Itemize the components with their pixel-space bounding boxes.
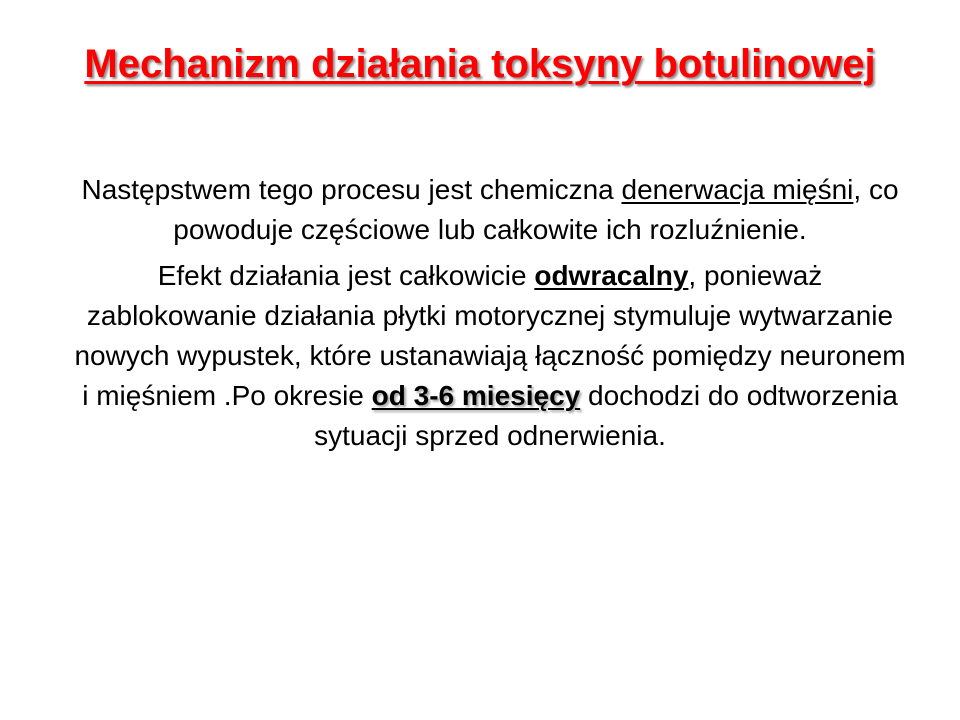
denervation-term: denerwacja mięśni [621, 174, 854, 205]
paragraph1-text-start: Następstwem tego procesu jest chemiczna [81, 174, 622, 205]
paragraph2-text-start: Efekt działania jest całkowicie [157, 260, 535, 291]
slide-body [70, 170, 910, 462]
paragraph2-text-end: dochodzi do odtworzenia sytuacji sprzed odnerwienia. [314, 380, 898, 451]
duration-term: od 3-6 miesięcy [371, 380, 581, 411]
paragraph-denervation [70, 170, 910, 250]
slide-title: Mechanizm działania toksyny botulinowej [84, 42, 876, 86]
paragraph1-text-end: , co powoduje częściowe lub całkowite ich rozluźnienie. [173, 174, 899, 245]
reversible-term: odwracalny [534, 260, 689, 291]
paragraph2-text-middle: , ponieważ zablokowanie działania płytki motorycznej stymuluje wytwarzanie nowych wypustek, które ustanawiają łączność pomiędzy neuronem i mięśniem .Po okresie [74, 260, 906, 411]
paragraph-reversibility [70, 256, 910, 456]
